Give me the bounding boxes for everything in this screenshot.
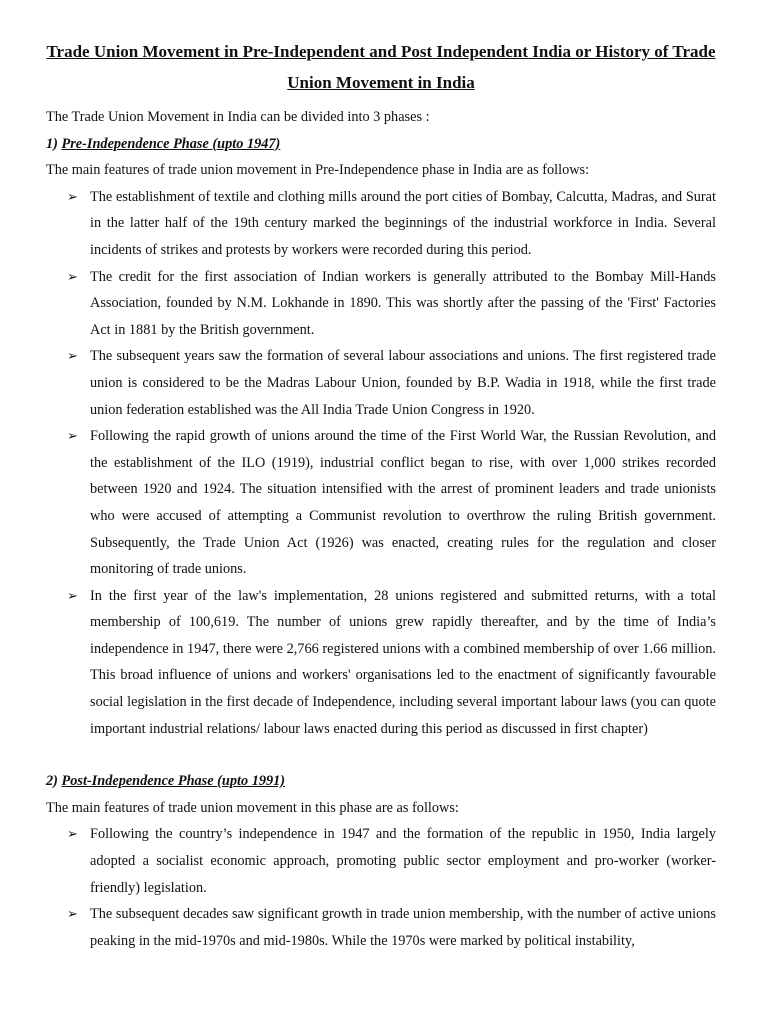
phase1-bullet-list <box>46 184 716 742</box>
list-item <box>46 184 716 264</box>
phase2-heading <box>46 768 716 795</box>
phase1-number: 1) <box>46 135 58 152</box>
arrow-bullet-icon: ➢ <box>67 906 78 922</box>
bullet-text: In the first year of the law's implementation, 28 unions registered and submitted returns, with a total membership of 100,619. The number of unions grew rapidly thereafter, and by the time of India’s independence in 1947, there were 2,766 registered unions with a combined membership of over 1.66 million. This broad influence of unions and workers' organisations led to the enactment of significantly favourable social legislation in the first decade of Independence, including several important labour laws (you can quote important industrial relations/ labour laws enacted during this period as discussed in first chapter) <box>90 587 716 737</box>
phase1-heading <box>46 131 716 158</box>
phase2-bullet-list <box>46 821 716 954</box>
bullet-text: The subsequent decades saw significant growth in trade union membership, with the number of active unions peaking in the mid-1970s and mid-1980s. While the 1970s were marked by political instability, <box>90 906 716 949</box>
list-item <box>46 343 716 423</box>
bullet-text: Following the rapid growth of unions around the time of the First World War, the Russian Revolution, and the establishment of the ILO (1919), industrial conflict began to rise, with over 1,000 strikes recorded between 1920 and 1924. The situation intensified with the arrest of prominent leaders and trade unionists who were accused of attempting a Communist revolution to overthrow the ruling British government. Subsequently, the Trade Union Act (1926) was enacted, creating rules for the regulation and closer monitoring of trade unions. <box>90 428 716 578</box>
phase2-lead: The main features of trade union movement in this phase are as follows: <box>46 799 459 816</box>
bullet-text: The credit for the first association of Indian workers is generally attributed to the Bombay Mill-Hands Association, founded by N.M. Lokhande in 1890. This was shortly after the passing of the 'First' Factories Act in 1881 by the British government. <box>90 268 716 338</box>
list-item <box>46 264 716 344</box>
list-item <box>46 423 716 583</box>
bullet-text: The subsequent years saw the formation of several labour associations and unions. The first registered trade union is considered to be the Madras Labour Union, founded by B.P. Wadia in 1918, while the first trade union federation established was the All India Trade Union Congress in 1920. <box>90 348 716 418</box>
intro-text: The Trade Union Movement in India can be divided into 3 phases : <box>46 109 430 125</box>
phase1-title: Pre-Independence Phase (upto 1947) <box>61 135 281 152</box>
bullet-text: The establishment of textile and clothing mills around the port cities of Bombay, Calcutta, Madras, and Surat in the latter half of the 19th century marked the beginnings of the industrial workforce in India. Several incidents of strikes and protests by workers were recorded during this period. <box>90 188 716 258</box>
arrow-bullet-icon: ➢ <box>67 428 78 444</box>
list-item <box>46 583 716 743</box>
section-spacer <box>46 742 716 768</box>
phase2-number: 2) <box>46 773 58 790</box>
phase1-lead: The main features of trade union movement in Pre-Independence phase in India are as follows: <box>46 162 590 179</box>
bullet-text: Following the country’s independence in 1947 and the formation of the republic in 1950, India largely adopted a socialist economic approach, promoting public sector employment and pro-worker (worker-friendly) legislation. <box>90 826 716 896</box>
arrow-bullet-icon: ➢ <box>67 268 78 284</box>
arrow-bullet-icon: ➢ <box>67 587 78 603</box>
arrow-bullet-icon: ➢ <box>67 826 78 842</box>
phase2-title: Post-Independence Phase (upto 1991) <box>61 773 286 790</box>
document-title: Trade Union Movement in Pre-Independent and Post Independent India or History of Trade Union Movement in India <box>46 42 716 92</box>
list-item <box>46 821 716 901</box>
list-item <box>46 901 716 954</box>
arrow-bullet-icon: ➢ <box>67 348 78 364</box>
arrow-bullet-icon: ➢ <box>67 188 78 204</box>
